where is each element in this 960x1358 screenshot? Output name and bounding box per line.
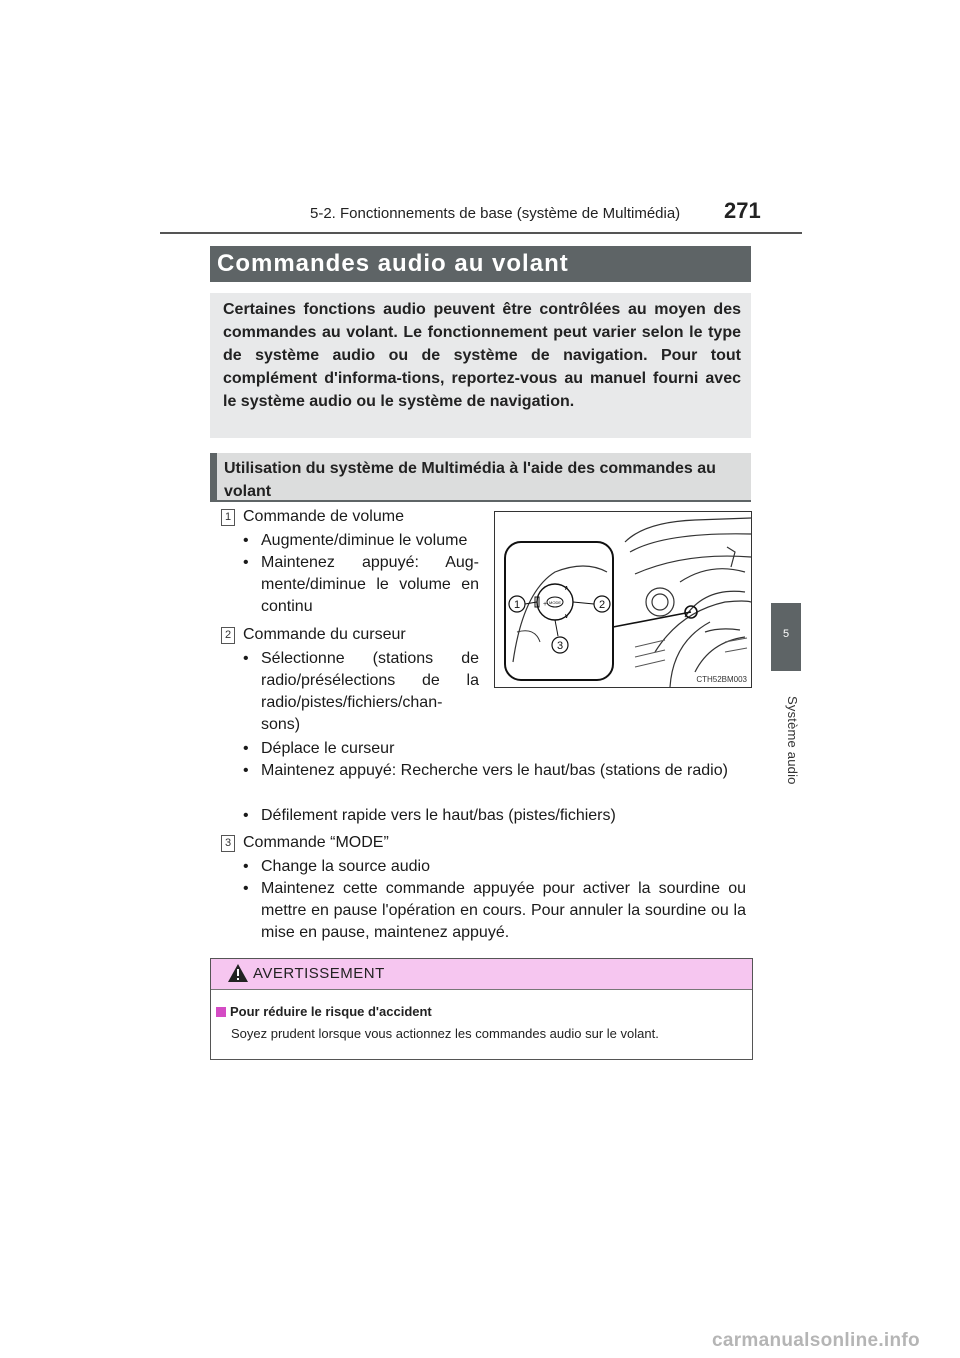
warning-box (210, 958, 753, 1060)
callout-3-label: 3 (556, 640, 564, 652)
mode-button-label: MODE (549, 600, 561, 605)
svg-text:+: + (543, 601, 548, 608)
warning-header (211, 959, 752, 990)
svg-text:∧: ∧ (564, 585, 570, 592)
callout-2-label: 2 (598, 599, 606, 611)
bullet-item: • Augmente/diminue le volume (243, 532, 468, 549)
item-label-volume: Commande de volume (243, 508, 404, 525)
bullet-item: • Défilement rapide vers le haut/bas (pistes/fichiers) (243, 807, 616, 824)
item-number-3: 3 (221, 835, 235, 852)
section-heading: 5-2. Fonctionnements de base (système de Multimédia) (310, 205, 681, 222)
warning-title: AVERTISSEMENT (253, 965, 385, 982)
callout-1-label: 1 (513, 599, 521, 611)
bullet-item: • Change la source audio (243, 858, 431, 875)
page-number: 271 (724, 198, 761, 223)
item-label-cursor: Commande du curseur (243, 626, 406, 643)
bullet-item: • Maintenez appuyé: Recherche vers le haut/bas (stations de radio) (243, 762, 728, 779)
chapter-label: Système audio (785, 695, 800, 785)
watermark: carmanualsonline.info (712, 1330, 920, 1351)
item-number-1: 1 (221, 509, 235, 526)
bullet-item: • Maintenez cette commande appuyée pour activer la sourdine ou mettre en pause l'opération en cours. Pour annuler la sourdine ou la mise en pause, maintenez appuyé. (243, 880, 746, 941)
header-divider (160, 232, 802, 234)
intro-text: Certaines fonctions audio peuvent être contrôlées au moyen des commandes au volant. Le fonctionnement peut varier selon le type de système audio ou de système de navigation. Pour tout complément d'informa-tions, reportez-vous au manuel fourni avec le système audio ou le système de navigation. (223, 301, 741, 410)
bullet-item: • Sélectionne (stations de radio/présélections de la radio/pistes/fichiers/chan-sons) (243, 650, 479, 733)
steering-wheel-drawing (495, 512, 751, 687)
warning-body: Soyez prudent lorsque vous actionnez les commandes audio sur le volant. (231, 1026, 659, 1041)
warning-triangle-icon (227, 963, 249, 983)
steering-wheel-illustration (494, 511, 752, 688)
item-number-2: 2 (221, 627, 235, 644)
svg-text:∨: ∨ (564, 613, 570, 620)
bullet-item: • Déplace le curseur (243, 740, 395, 757)
page-title: Commandes audio au volant (217, 250, 569, 277)
subheading-text: Utilisation du système de Multimédia à l'aide des commandes au volant (224, 460, 716, 500)
illustration-code: CTH52BM003 (696, 675, 747, 684)
square-bullet-icon (216, 1007, 226, 1017)
chapter-number: 5 (782, 628, 790, 640)
item-label-mode: Commande “MODE” (243, 834, 389, 851)
subheading-accent (210, 453, 217, 501)
bullet-item: • Maintenez appuyé: Aug-mente/diminue le volume en continu (243, 554, 479, 615)
warning-subtitle: Pour réduire le risque d'accident (216, 1004, 432, 1019)
